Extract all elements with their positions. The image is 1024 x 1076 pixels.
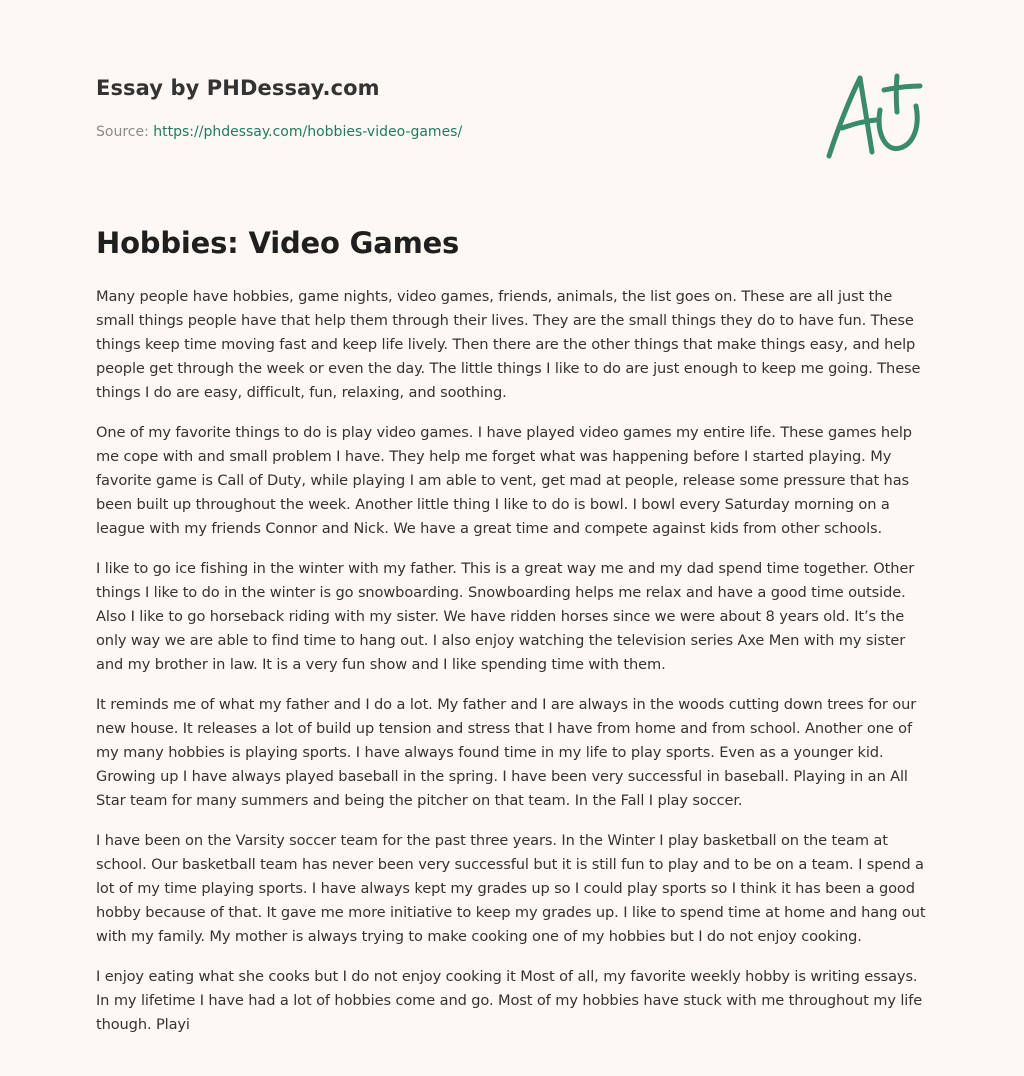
essay-paragraph: I enjoy eating what she cooks but I do not enjoy cooking it Most of all, my favorite weekly hobby is writing essays. In my lifetime I have had a lot of hobbies come and go. Most of my hobbies have stuck with me throughout my life though. Playi xyxy=(96,968,923,1033)
source-link[interactable]: https://phdessay.com/hobbies-video-games/ xyxy=(153,124,463,140)
a-plus-logo xyxy=(820,68,930,164)
essay-paragraph: I like to go ice fishing in the winter with my father. This is a great way me and my dad spend time together. Other things I like to do in the winter is go snowboarding. Snowboarding helps me relax and have a good time outside. Also I like to go horseback riding with my sister. We have ridden horses since we were about 8 years old. It’s the only way we are able to find time to hang out. I also enjoy watching the television series Axe Men with my sister and my brother in law. It is a very fun show and I like spending time with them. xyxy=(96,560,915,673)
essay-paragraph: One of my favorite things to do is play video games. I have played video games my entire life. These games help me cope with and small problem I have. They help me forget what was happening before I started playing. My favorite game is Call of Duty, while playing I am able to vent, get mad at people, release some pressure that has been built up throughout the week. Another little thing I like to do is bowl. I bowl every Saturday morning on a league with my friends Connor and Nick. We have a great time and compete against kids from other schools. xyxy=(96,424,912,537)
site-brand: Essay by PHDessay.com xyxy=(96,76,380,100)
essay-title: Hobbies: Video Games xyxy=(96,226,460,260)
essay-paragraph: I have been on the Varsity soccer team for the past three years. In the Winter I play basketball on the team at school. Our basketball team has never been very successful but it is still fun to play and to be on a team. I spend a lot of my time playing sports. I have always kept my grades up so I could play sports so I think it has been a good hobby because of that. It gave me more initiative to keep my grades up. I like to spend time at home and hang out with my family. My mother is always trying to make cooking one of my hobbies but I do not enjoy cooking. xyxy=(96,832,926,945)
essay-paragraph: It reminds me of what my father and I do a lot. My father and I are always in the woods cutting down trees for our new house. It releases a lot of build up tension and stress that I have from home and from school. Another one of my many hobbies is playing sports. I have always found time in my life to play sports. Even as a younger kid. Growing up I have always played baseball in the spring. I have been very successful in baseball. Playing in an All Star team for many summers and being the pitcher on that team. In the Fall I play soccer. xyxy=(96,696,917,809)
source-line xyxy=(96,124,462,140)
essay-body xyxy=(96,285,934,1053)
source-label: Source: xyxy=(96,124,154,140)
essay-paragraph: Many people have hobbies, game nights, video games, friends, animals, the list goes on. These are all just the small things people have that help them through their lives. They are the small things they do to have fun. These things keep time moving fast and keep life lively. Then there are the other things that make things easy, and help people get through the week or even the day. The little things I like to do are just enough to keep me going. These things I do are easy, difficult, fun, relaxing, and soothing. xyxy=(96,288,921,401)
